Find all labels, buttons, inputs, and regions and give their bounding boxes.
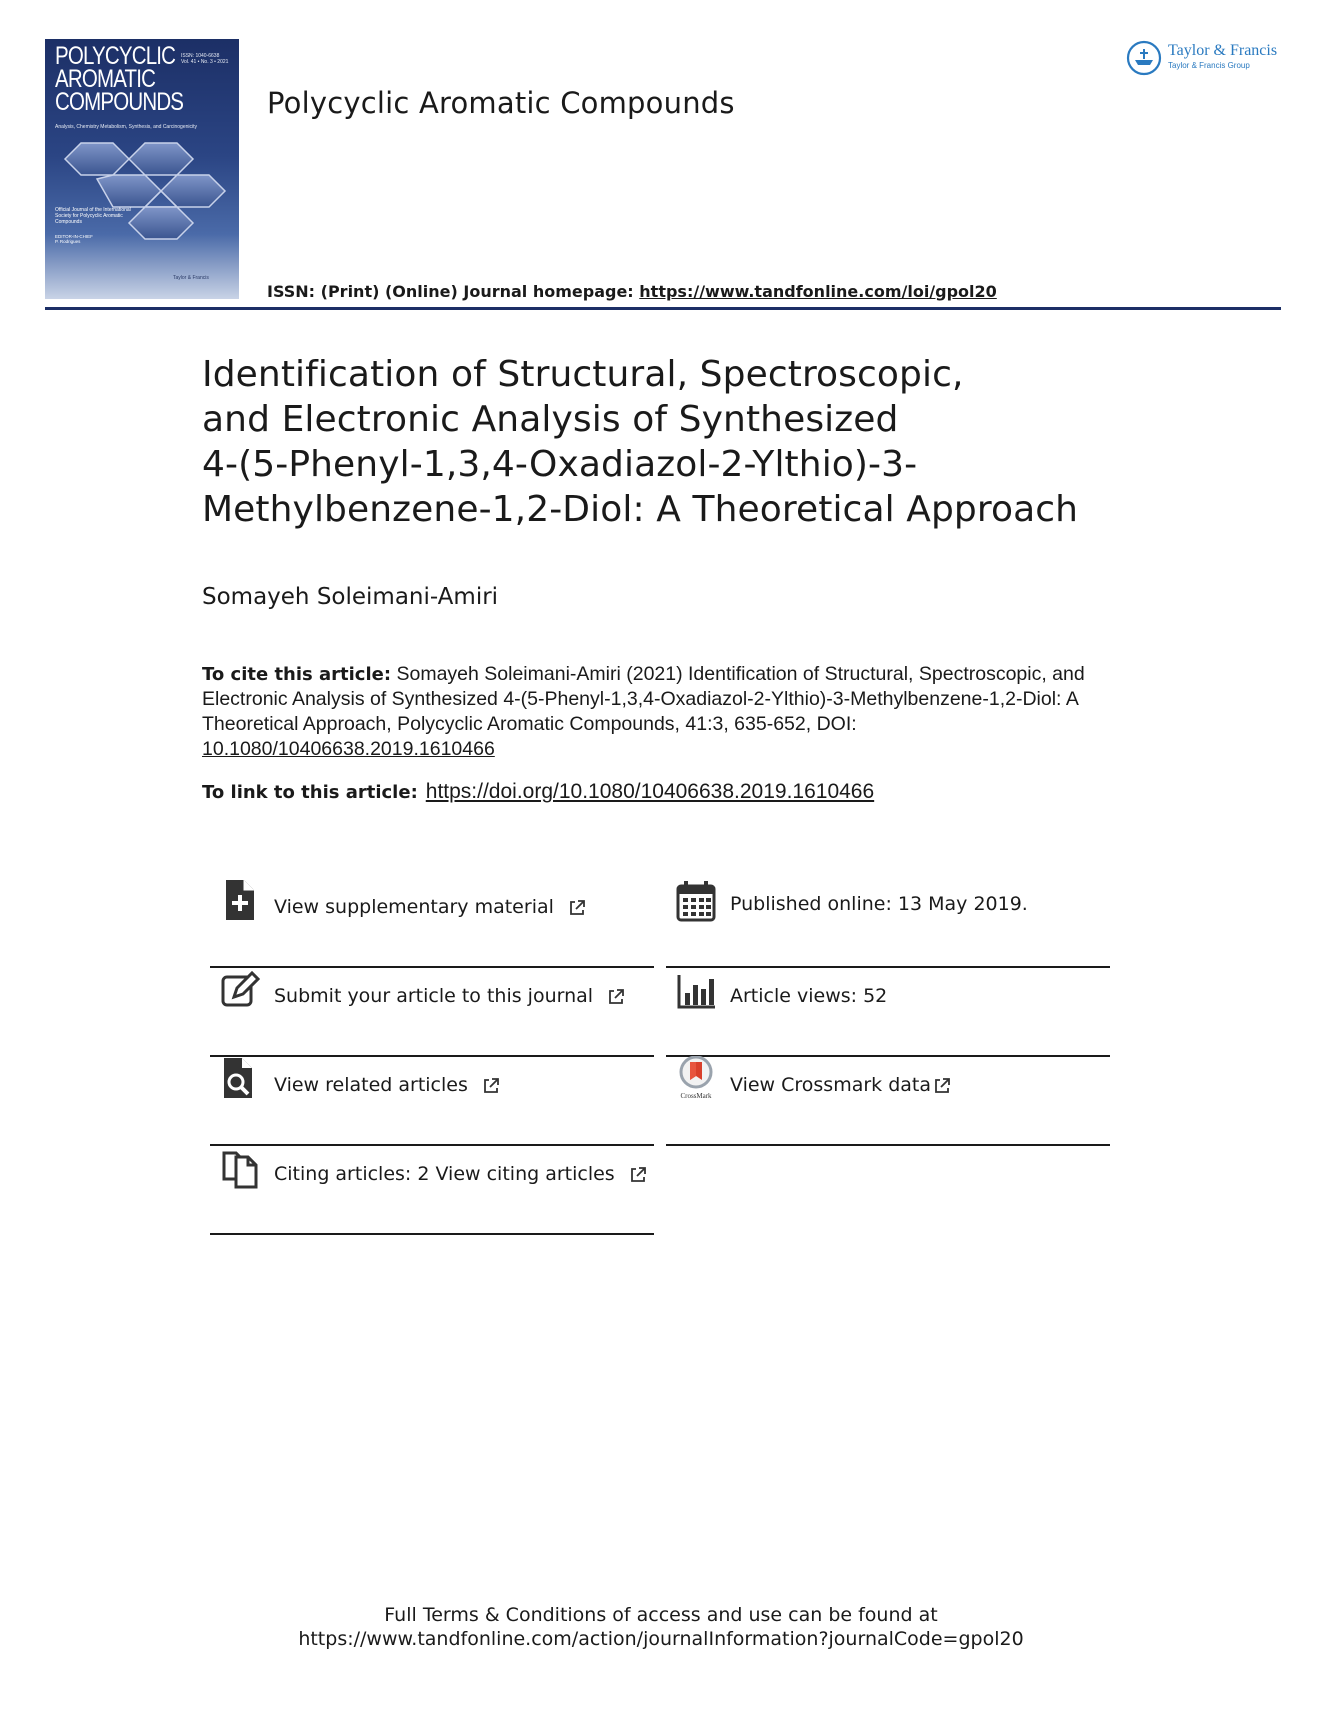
issn-line [267,282,997,301]
citing-articles-link[interactable] [274,1163,647,1185]
related-articles-label: View related articles [274,1074,468,1096]
article-link-block [202,780,874,804]
crossmark-box[interactable] [666,1056,1110,1146]
article-title-line: 4-(5-Phenyl-1,3,4-Oxadiazol-2-Ylthio)-3- [202,444,918,485]
crossmark-logo-text: CrossMark [680,1092,712,1100]
journal-name: Polycyclic Aromatic Compounds [267,86,735,120]
bar-chart-icon [676,967,716,1011]
citation-doi-link[interactable]: 10.1080/10406638.2019.1610466 [202,738,495,760]
article-views-label: Article views: 52 [730,985,888,1007]
published-online-label: Published online: 13 May 2019. [730,893,1028,915]
publisher-name: Taylor & Francis [1168,42,1278,59]
submit-article-link[interactable] [274,985,625,1007]
external-link-icon [933,1077,951,1095]
hexagon-graphic [45,135,239,265]
header-divider [45,307,1281,310]
supplementary-material-link[interactable] [274,896,586,918]
related-articles-link[interactable] [274,1074,500,1096]
citing-articles-label: Citing articles: 2 View citing articles [274,1163,615,1185]
footer-terms-url[interactable]: https://www.tandfonline.com/action/journalInformation?journalCode=gpol20 [298,1628,1024,1650]
cover-society [55,207,155,225]
cover-issn [181,53,233,65]
cover-title-line: POLYCYCLIC [55,42,176,70]
crossmark-label: View Crossmark data [730,1074,932,1096]
related-articles-box[interactable] [210,1056,654,1146]
crossmark-icon [676,1056,716,1100]
article-title-line: and Electronic Analysis of Synthesized [202,399,899,440]
citation-block [202,662,1132,762]
footer-terms-text: Full Terms & Conditions of access and use can be found at [384,1604,938,1626]
file-plus-icon [220,878,260,922]
cover-title-line: AROMATIC [55,65,156,93]
article-link-label: To link to this article: [202,782,418,803]
submit-article-box[interactable] [210,967,654,1057]
external-link-icon [568,899,586,917]
copy-documents-icon [220,1145,260,1189]
cover-society-line: Society for Polycyclic Aromatic [55,213,123,219]
cover-editor-label: EDITOR-IN-CHIEF [55,234,93,239]
journal-cover-image [45,39,239,299]
cover-publisher: Taylor & Francis [173,275,209,281]
cover-title [55,42,184,116]
edit-icon [220,967,260,1011]
supplementary-material-box[interactable] [210,878,654,968]
issn-text: ISSN: (Print) (Online) Journal homepage: [267,282,640,301]
cover-volume: Vol. 41 • No. 3 • 2021 [181,59,229,65]
calendar-icon [676,878,716,922]
cover-issn-number: ISSN: 1040-6638 [181,53,220,59]
article-title [202,352,1182,532]
cover-title-line: COMPOUNDS [55,88,184,116]
published-online-box [666,878,1110,968]
article-title-line: Identification of Structural, Spectroscopic, [202,354,964,395]
citation-label: To cite this article: [202,664,392,685]
supplementary-material-label: View supplementary material [274,896,554,918]
taylor-francis-logo-icon [1126,40,1162,76]
external-link-icon [607,988,625,1006]
article-doi-link[interactable]: https://doi.org/10.1080/10406638.2019.1610466 [425,780,875,803]
article-title-line: Methylbenzene-1,2-Diol: A Theoretical Approach [202,489,1079,530]
citing-articles-box[interactable] [210,1145,654,1235]
submit-article-label: Submit your article to this journal [274,985,594,1007]
cover-editor [55,234,115,244]
external-link-icon [629,1166,647,1184]
article-views-box [666,967,1110,1057]
citation-text: Somayeh Soleimani-Amiri (2021) Identification of Structural, Spectroscopic, and Electronic Analysis of Synthesized 4-(5-Phenyl-1,3,4-Oxadiazol-2-Ylthio)-3-Methylbenzene-1,2-Diol: A Theoretical Approach, Polycyclic Aromatic Compounds, 41:3, 635-652, DOI: [202,663,1085,735]
crossmark-link[interactable] [730,1074,951,1096]
journal-homepage-link[interactable]: https://www.tandfonline.com/loi/gpol20 [639,282,997,301]
publisher-logo[interactable] [1126,38,1286,78]
footer [0,1603,1322,1651]
cover-subtitle: Analysis, Chemistry Metabolism, Synthesis, and Carcinogenicity [55,124,197,130]
article-author: Somayeh Soleimani-Amiri [202,584,499,610]
cover-editor-name: P. Rodrigues [55,239,81,244]
external-link-icon [482,1077,500,1095]
cover-society-line: Official Journal of the International [55,207,131,213]
publisher-group: Taylor & Francis Group [1168,61,1250,70]
search-document-icon [220,1056,260,1100]
cover-society-line: Compounds [55,219,82,225]
